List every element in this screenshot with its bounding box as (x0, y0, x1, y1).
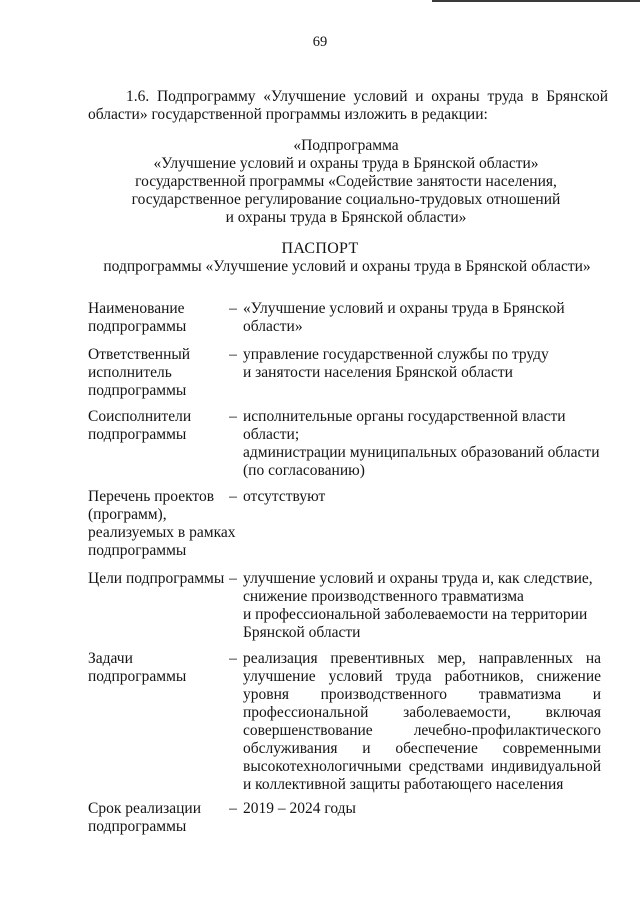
row-dash: – (229, 570, 237, 587)
row-dash: – (229, 800, 237, 817)
row-value: реализация превентивных мер, направленных на улучшение условий труда работников, снижение уровня производственного травматизма и профессиональной заболеваемости, включая совершенствование лечебно-профилактического обслуживания и обеспечение современными высокотехнологичными средствами индивидуальной и коллективной защиты работающего населения (243, 650, 601, 793)
passport-subtitle: подпрограммы «Улучшение условий и охраны труда в Брянской области» (103, 258, 591, 275)
row-label: Цели подпрограммы (88, 570, 225, 587)
row-dash: – (229, 300, 237, 317)
row-label: Срок реализации подпрограммы (88, 800, 201, 835)
intro-paragraph: 1.6. Подпрограмму «Улучшение условий и охраны труда в Брянской области» государственной программы изложить в редакции: (88, 88, 608, 123)
row-dash: – (229, 346, 237, 363)
row-value: управление государственной службы по труду и занятости населения Брянской области (243, 346, 549, 381)
row-dash: – (229, 650, 237, 667)
row-dash: – (229, 488, 237, 505)
passport-title: ПАСПОРТ (281, 240, 359, 257)
row-value: исполнительные органы государственной власти области; администрации муниципальных образований области (по согласованию) (243, 408, 600, 479)
top-edge-mark (432, 0, 640, 2)
page-number: 69 (312, 34, 328, 50)
row-label: Наименование подпрограммы (88, 300, 187, 335)
subprogram-heading: «Подпрограмма «Улучшение условий и охраны труда в Брянской области» государственной программы «Содействие занятости населения, государственное регулирование социально-трудовых отношений и охраны труда в Брянской области» (131, 137, 561, 226)
row-label: Ответственный исполнитель подпрограммы (88, 346, 191, 399)
row-value: 2019 – 2024 годы (243, 800, 356, 817)
row-label: Соисполнители подпрограммы (88, 408, 192, 443)
row-value: улучшение условий и охраны труда и, как следствие, снижение производственного травматизма и профессиональной заболеваемости на территории Брянской области (243, 570, 593, 641)
row-dash: – (229, 408, 237, 425)
row-value: отсутствуют (243, 488, 326, 505)
row-value: «Улучшение условий и охраны труда в Брянской области» (243, 300, 565, 335)
row-label: Задачи подпрограммы (88, 650, 187, 685)
row-label: Перечень проектов (программ), реализуемых в рамках подпрограммы (88, 488, 236, 559)
